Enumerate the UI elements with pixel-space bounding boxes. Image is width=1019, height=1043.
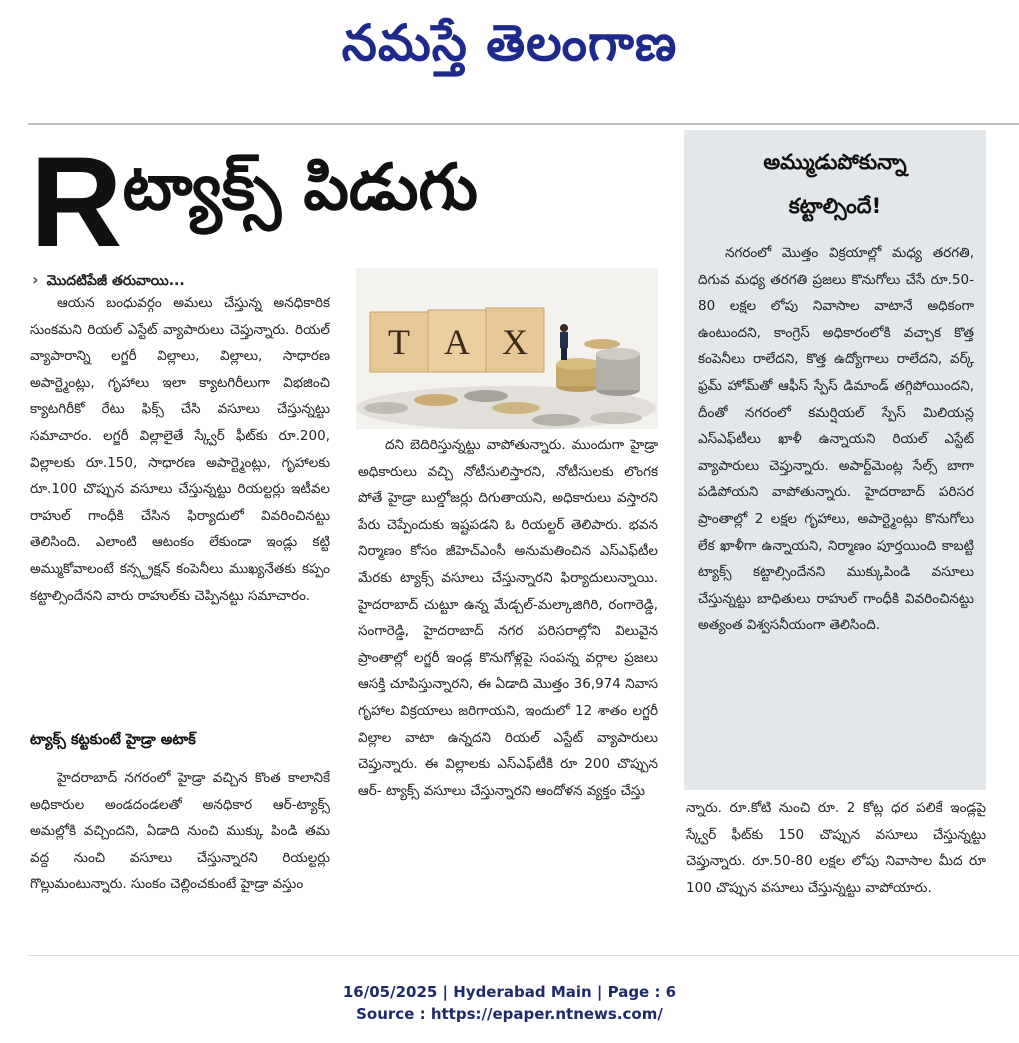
article-subhead: ట్యాక్స్ కట్టకుంటే హైడ్రా అటాక్ (30, 732, 196, 748)
article-column-2 (358, 432, 658, 940)
headline-text: ట్యాక్స్ పిడుగు (122, 151, 478, 225)
footer-source: Source : https://epaper.ntnews.com/ (356, 1005, 663, 1023)
masthead-title: నమస్తే తెలంగాణ (341, 13, 678, 72)
tax-letter: A (444, 322, 470, 362)
sidebar-title-line: అమ్ముడుపోకున్నా (763, 150, 907, 174)
sidebar-title (684, 140, 986, 228)
top-divider (28, 123, 1019, 125)
sidebar-text (698, 240, 974, 775)
businessman-figure (560, 324, 568, 360)
column-3-continued (686, 795, 986, 930)
tax-letter: X (502, 322, 528, 362)
article-column-1-continued (30, 765, 330, 940)
headline-letter: R (30, 131, 119, 274)
kicker-label: మొదటిపేజీ తరువాయి... (46, 273, 185, 289)
continuation-paragraph: న్నారు. రూ.కోటి నుంచి రూ. 2 కోట్ల ధర పలికే ఇండ్లపై స్క్వేర్ ఫీట్‌కు 150 చొప్పున వసూలు చేస్తున్నట్టు చెప్తున్నారు. రూ.50-80 లక్షల లోపు నివాసాల మీద రూ 100 చొప్పున వసూలు చేస్తున్నట్టు వాపోయారు. (686, 800, 986, 896)
footer-date-edition: 16/05/2025 | Hyderabad Main | Page : 6 (342, 983, 677, 1001)
tax-photo (356, 268, 658, 429)
bottom-divider (28, 955, 1019, 956)
article-column-1 (30, 290, 330, 710)
continuation-kicker (32, 272, 185, 289)
tax-illustration (356, 268, 658, 429)
tax-letter: T (388, 322, 410, 362)
article-paragraph: దని బెదిరిస్తున్నట్టు వాపోతున్నారు. ముందుగా హైడ్రా అధికారులు వచ్చి నోటీసులిస్తారని, నోటీసులకు లొంగక పోతే హైడ్రా బుల్డోజర్లు దిగుతాయని, అధికారులు వస్తారని పేరు చెప్పేందుకు ఇష్టపడని ఓ రియల్టర్ తెలిపారు. భవన నిర్మాణం కోసం జీహెచ్ఎంసీ అనుమతించిన ఎస్ఎఫ్‌టీల మేరకు ట్యాక్స్ వసూలు చేస్తున్నారని ఫిర్యాదులున్నాయి. హైదరాబాద్ చుట్టూ ఉన్న మేడ్చల్-మల్కాజిగిరి, రంగారెడ్డి, సంగారెడ్డి, హైదరాబాద్ నగర పరిసరాల్లోని విలువైన ప్రాంతాల్లో లగ్జరీ ఇండ్ల కొనుగోళ్లపై సంపన్న వర్గాల ప్రజలు ఆసక్తి చూపిస్తున్నారని, ఈ ఏడాది మొత్తం 36,974 నివాస గృహాల విక్రయాలు జరిగాయని, ఇందులో 12 శాతం లగ్జరీ విల్లాల వాటా ఉన్నదని రియల్ ఎస్టేట్ వ్యాపారులు చెప్తున్నారు. ఈ విల్లాలకు ఎస్ఎఫ్‌టీకి రూ 200 చొప్పున ఆర్- ట్యాక్స్ వసూలు చేస్తున్నారని ఆందోళన వ్యక్తం చేస్తు (358, 437, 658, 799)
article-paragraph: ఆయన బంధువర్గం అమలు చేస్తున్న అనధికారిక సుంకమని రియల్ ఎస్టేట్ వ్యాపారులు చెప్తున్నారు. రియల్ వ్యాపారాన్ని లగ్జరీ విల్లాలు, విల్లాలు, సాధారణ అపార్ట్మెంట్లు, గృహాలు ఇలా క్యాటగిరీలుగా విభజించి క్యాటగిరీకో రేటు ఫిక్స్ చేసి వసూలు చేస్తున్నట్టు సమాచారం. లగ్జరీ విల్లాలైతే స్క్వేర్ ఫీట్‌కు రూ.200, విల్లాలకు రూ.150, సాధారణ అపార్ట్మెంట్లు, గృహాలకు రూ.100 చొప్పున వసూలు చేస్తున్నట్టు రియల్టర్లు ఇటీవల రాహుల్ గాంధీకి చేసిన ఫిర్యాదులో వివరించినట్టు తెలిసింది. ఎలాంటి ఆటంకం లేకుండా ఇండ్లు కట్టి అమ్ముకోవాలంటే కన్స్ట్రక్షన్ కంపెనీలు ముఖ్యనేతకు కప్పం కట్టాల్సిందేనని వారు రాహుల్‌కు చెప్పినట్టు సమాచారం. (30, 295, 330, 604)
sidebar-paragraph: నగరంలో మొత్తం విక్రయాల్లో మధ్య తరగతి, దిగువ మధ్య తరగతి ప్రజలు కొనుగోలు చేసే రూ.50-80 లక్షల లోపు నివాసాల వాటానే అధికంగా ఉంటుందని, కాంగ్రెస్ అధికారంలోకి వచ్చాక కొత్త కంపెనీలు రాలేదని, కొత్త ఉద్యోగాలు రాలేదని, వర్క్ ఫ్రమ్ హోమ్‌తో ఆఫీస్ స్పేస్ డిమాండ్ తగ్గిపోయిందని, దీంతో నగరంలో కమర్షియల్ స్పేస్ మిలియన్ల ఎస్ఎఫ్‌టీలు ఖాళీ ఉన్నాయని రియల్ ఎస్టేట్ వ్యాపారులు చెప్తున్నారు. అపార్ట్‌మెంట్ల సేల్స్ బాగా పడిపోయని వాపోతున్నారు. హైదరాబాద్ పరిసర ప్రాంతాల్లో 2 లక్షల గృహాలు, అపార్ట్మెంట్లు కొనుగోలు లేక ఖాళీగా ఉన్నాయని, నిర్మాణం పూర్తయింది కాబట్టి ట్యాక్స్ కట్టాల్సిందేనని ముక్కుపిండి వసూలు చేస్తున్నట్టు బాధితులు రాహుల్ గాంధీకి వివరించినట్టు అత్యంత విశ్వసనీయంగా తెలిసింది. (698, 245, 974, 634)
sidebar-title-line: కట్టాల్సిందే! (788, 194, 882, 218)
article-paragraph: హైదరాబాద్ నగరంలో హైడ్రా వచ్చిన కొంత కాలానికే అధికారుల అండదండలతో అనధికార ఆర్-ట్యాక్స్ అమల్లోకి వచ్చిందని, ఏడాది నుంచి ముక్కు పిండి తమ వద్ద నుంచి వసూలు చేస్తున్నారని రియల్టర్లు గొల్లుమంటున్నారు. సుంకం చెల్లించకుంటే హైడ్రా వస్తుం (30, 770, 330, 893)
chevron-right-icon: › (32, 270, 39, 289)
article-headline (30, 131, 670, 274)
